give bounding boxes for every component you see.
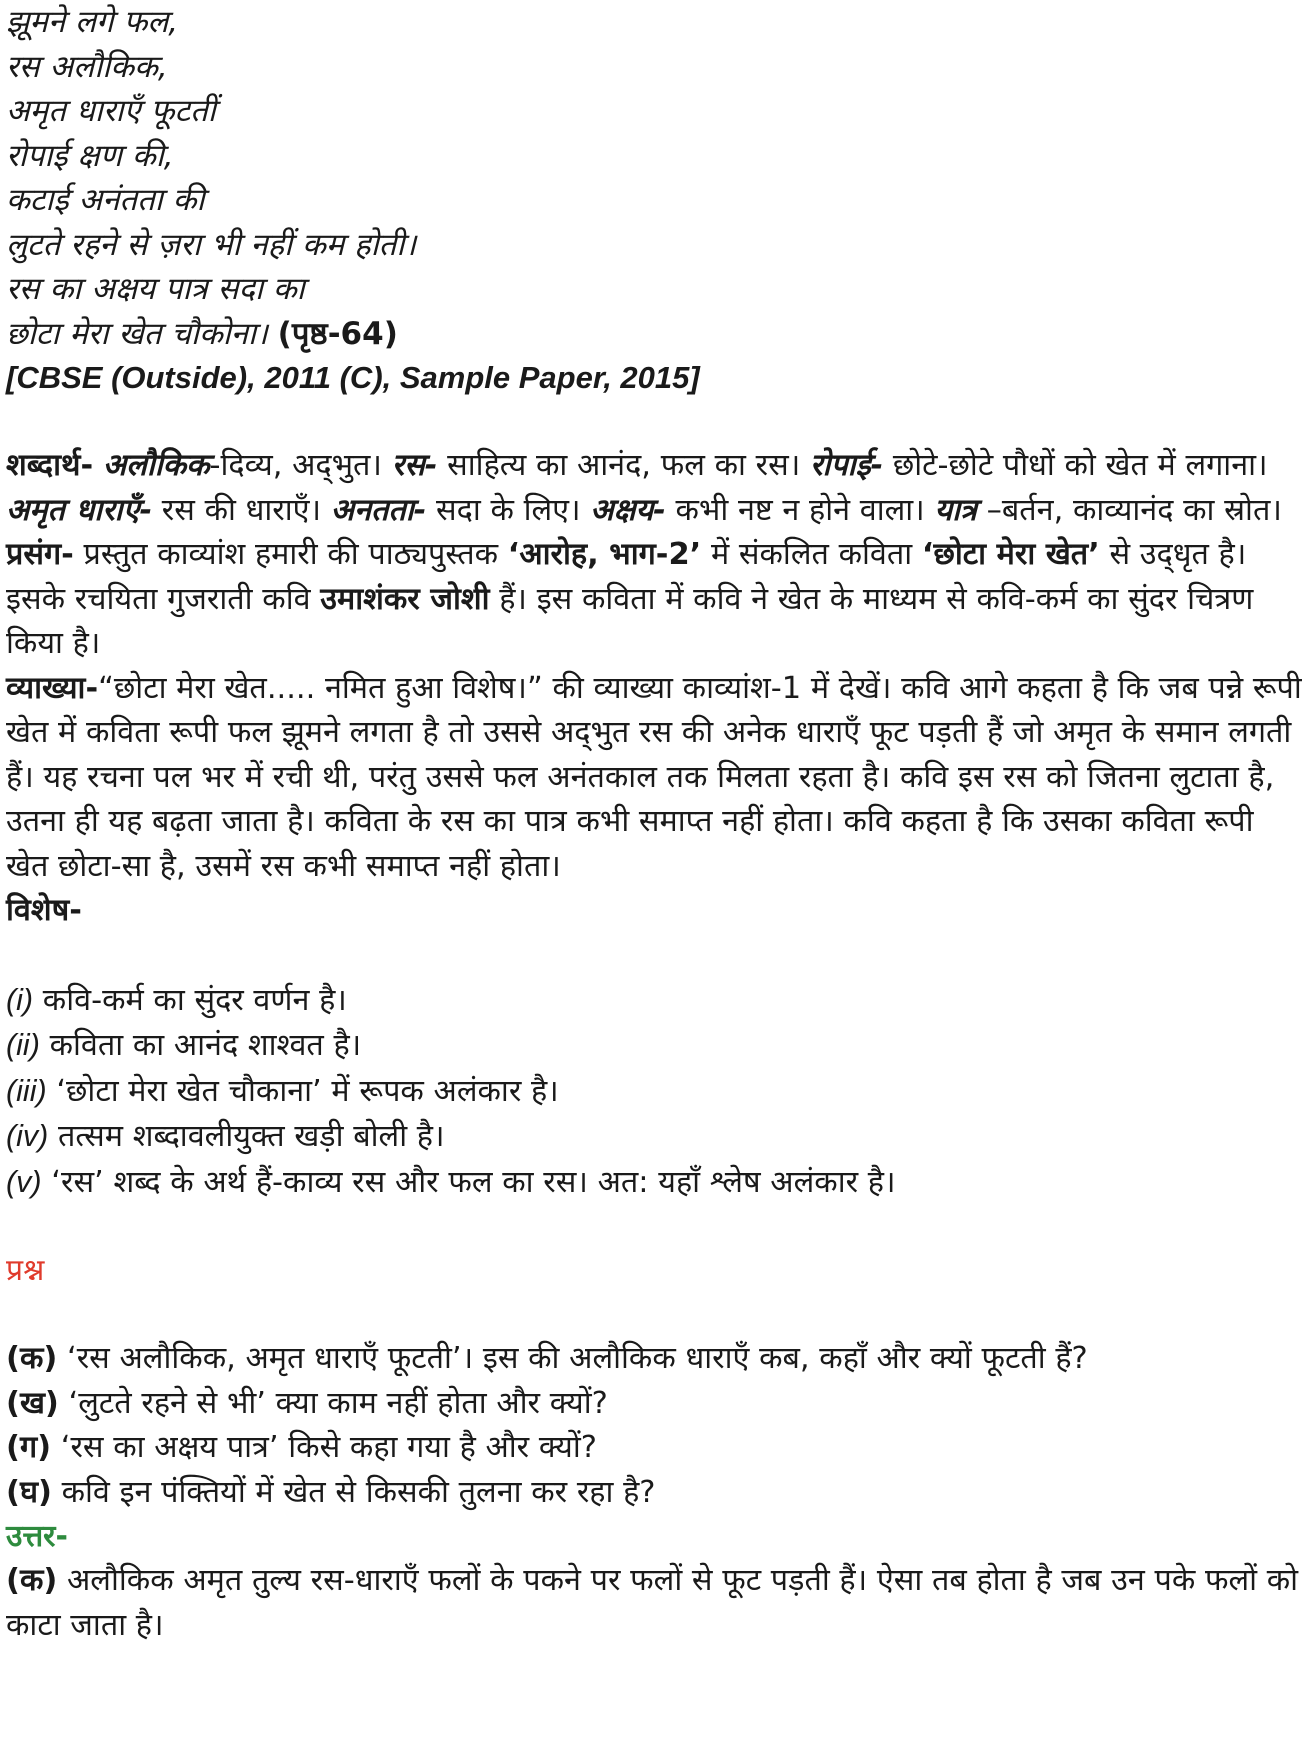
poet-name: उमाशंकर जोशी: [320, 581, 490, 617]
list-item: [6, 978, 1302, 1024]
list-item: [6, 1160, 1302, 1206]
poem-line: झूमने लगे फल,: [6, 4, 179, 40]
answer-item: [6, 1559, 1302, 1648]
term: अक्षय-: [590, 492, 666, 528]
definition: –बर्तन, काव्यानंद का स्रोत।: [976, 492, 1282, 528]
item-text: कवि-कर्म का सुंदर वर्णन है।: [33, 982, 347, 1018]
answer-label: (क): [6, 1563, 58, 1598]
definition: छोटे-छोटे पौधों को खेत में लगाना।: [883, 448, 1268, 483]
term: अनतता-: [330, 492, 427, 528]
question-label: (घ): [6, 1474, 52, 1510]
question-item: [6, 1471, 1302, 1516]
poem-line: कटाई अनंतता की: [6, 182, 205, 218]
vyakhya-label: व्याख्या-: [6, 670, 99, 706]
question-item: [6, 1337, 1302, 1382]
item-text: ‘रस’ शब्द के अर्थ हैं-काव्य रस और फल का रस। अत: यहाँ श्लेष अलंकार है।: [41, 1164, 896, 1200]
poem-line: रोपाई क्षण की,: [6, 137, 174, 174]
prasang-text: से उद्‌धृत है। इसके रचयिता गुजराती कवि: [6, 537, 1247, 617]
uttar-heading: उत्तर-: [6, 1519, 68, 1554]
vyakhya-text: “छोटा मेरा खेत..... नमित हुआ विशेष।” की व्याख्या काव्यांश-1 में देखें। कवि आगे कहता है कि जब पन्ने रूपी खेत में कविता रूपी फल झूमने लगता है तो उससे अद्‌भुत रस की अनेक धाराएँ फूट पड़ती हैं जो अमृत के समान लगती हैं। यह रचना पल भर में रची थी, परंतु उससे फल अनंतकाल तक मिलता रहता है। कवि इस रस को जितना लुटाता है, उतना ही यह बढ़ता जाता है। कविता के रस का पात्र कभी समाप्त नहीं होता। कवि कहता है कि उसका कविता रूपी खेत छोटा-सा है, उसमें रस कभी समाप्त नहीं होता।: [6, 670, 1302, 884]
prasang-text: में संकलित कविता: [701, 537, 922, 572]
vishesh-list: [6, 978, 1302, 1206]
poem-stanza: [6, 0, 1302, 356]
poem-line: लुटते रहने से ज़रा भी नहीं कम होती।: [6, 226, 417, 263]
term: यात्र: [934, 492, 977, 528]
vyakhya-section: [6, 667, 1302, 890]
book-title: ‘आरोह, भाग-2’: [507, 537, 702, 572]
question-label: (ख): [6, 1385, 59, 1421]
question-label: (ग): [6, 1430, 52, 1465]
question-text: ‘रस का अक्षय पात्र’ किसे कहा गया है और क्यों?: [51, 1430, 597, 1465]
definition: कभी नष्ट न होने वाला।: [665, 492, 925, 528]
question-text: ‘लुटते रहने से भी’ क्या काम नहीं होता और क्यों?: [58, 1385, 608, 1421]
definition: रस की धाराएँ।: [152, 492, 322, 528]
definition: -दिव्य, अद्‌भुत।: [209, 448, 382, 483]
question-label: (क): [6, 1341, 58, 1376]
question-text: कवि इन पंक्तियों में खेत से किसकी तुलना कर रहा है?: [51, 1474, 656, 1510]
poem-line: अमृत धाराएँ फूटतीं: [6, 93, 216, 129]
question-item: [6, 1426, 1302, 1471]
term: रोपाई-: [809, 448, 884, 483]
vishesh-label: विशेष-: [6, 893, 82, 928]
list-item: [6, 1069, 1302, 1115]
list-item: [6, 1114, 1302, 1160]
item-number: (iv): [6, 1119, 49, 1153]
question-list: [6, 1337, 1302, 1515]
poem-last-line: [6, 312, 1302, 357]
prasang-text: हैं। इस कविता में कवि ने खेत के माध्यम से कवि-कर्म का सुंदर चित्रण किया है।: [6, 581, 1254, 661]
answer-text: अलौकिक अमृत तुल्य रस-धाराएँ फलों के पकने पर फलों से फूट पड़ती हैं। ऐसा तब होता है जब उन पके फलों को काटा जाता है।: [6, 1563, 1299, 1643]
item-text: तत्सम शब्दावलीयुक्त खड़ी बोली है।: [48, 1119, 445, 1154]
poem-line: रस का अक्षय पात्र सदा का: [6, 271, 305, 307]
prasang-section: [6, 533, 1302, 667]
item-number: (ii): [6, 1028, 40, 1062]
item-number: (i): [6, 982, 34, 1017]
poem-title: ‘छोटा मेरा खेत’: [921, 537, 1100, 572]
exam-source: [CBSE (Outside), 2011 (C), Sample Paper, 2015]: [6, 360, 700, 395]
question-text: ‘रस अलौकिक, अमृत धाराएँ फूटती’। इस की अलौकिक धाराएँ कब, कहाँ और क्यों फूटती हैं?: [57, 1341, 1088, 1376]
prasang-label: प्रसंग-: [6, 537, 74, 572]
prashna-heading: प्रश्न: [6, 1253, 45, 1288]
term: अमृत धाराएँ-: [6, 492, 153, 528]
poem-line-text: छोटा मेरा खेत चौकोना।: [6, 315, 268, 352]
term: अलौकिक: [102, 448, 210, 483]
definition: साहित्य का आनंद, फल का रस।: [437, 448, 801, 483]
question-item: [6, 1382, 1302, 1427]
prasang-text: प्रस्तुत काव्यांश हमारी की पाठ्यपुस्तक: [73, 537, 508, 572]
page-reference: (पृष्ठ-64): [277, 315, 398, 352]
item-text: कविता का आनंद शाश्वत है।: [39, 1028, 362, 1063]
item-number: (v): [6, 1164, 42, 1199]
shabdarth-label: शब्दार्थ-: [6, 448, 94, 483]
term: रस-: [391, 448, 438, 483]
poem-line: रस अलौकिक,: [6, 48, 168, 85]
list-item: [6, 1023, 1302, 1069]
item-text: ‘छोटा मेरा खेत चौकाना’ में रूपक अलंकार है।: [46, 1073, 559, 1109]
item-number: (iii): [6, 1073, 47, 1108]
definition: सदा के लिए।: [426, 492, 581, 528]
shabdarth-section: [6, 444, 1302, 533]
